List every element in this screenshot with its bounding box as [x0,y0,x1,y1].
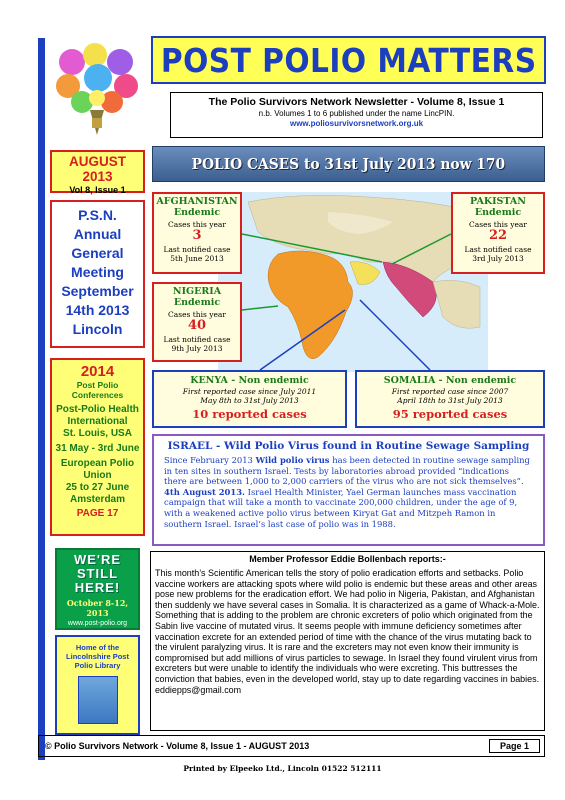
page-reference: PAGE 17 [76,508,119,519]
conference-box [50,358,145,536]
conference-heading: Post Polio Conferences [71,380,124,400]
conference2-dates: 25 to 27 June [65,482,130,493]
conference1-name: Post-Polio Health International [56,404,139,427]
kenya-first-case: First reported case since July 2011 [182,387,317,396]
agm-line: Meeting [71,264,124,280]
world-map [218,192,488,372]
library-box [55,635,140,735]
masthead-title: POST POLIO MATTERS [160,40,537,80]
eddie-report [150,551,545,731]
page-number: Page 1 [489,739,540,753]
kenya-title: KENYA - Non endemic [190,375,309,386]
last-case-label: Last notified case [464,245,532,254]
cases-count: 40 [187,318,207,333]
last-case-label: Last notified case [163,245,231,254]
still-here-line3: HERE! [74,580,121,595]
country-status: Endemic [474,207,522,218]
issue-year: 2013 [82,169,113,184]
somalia-first-case: First reported case since 2007 [391,387,509,396]
note-line: n.b. Volumes 1 to 6 published under the name LincPIN. [258,109,455,118]
newsletter-line: The Polio Survivors Network Newsletter - Volume 8, Issue 1 [208,96,505,108]
book-cover-image [78,676,118,724]
kenya-count: 10 reported cases [192,407,307,421]
country-name: AFGHANISTAN [156,196,238,207]
agm-line: P.S.N. [78,207,117,223]
somalia-title: SOMALIA - Non endemic [383,375,517,386]
eddie-title: Member Professor Eddie Bollenbach reports:- [249,554,446,564]
issue-volume: Vol 8, Issue 1 [69,185,126,195]
israel-bold: Wild polio virus [255,455,330,465]
agm-line: 14th 2013 [65,302,130,318]
cases-label: Cases this year [469,220,527,229]
newsletter-info-box [170,92,543,138]
last-case-date: 9th July 2013 [171,344,223,353]
cases-count: 3 [192,228,202,243]
issue-date-box [50,150,145,193]
still-here-dates: October 8-12, 2013 [66,598,129,618]
conference1-place: St. Louis, USA [63,428,132,439]
somalia-range: April 18th to 31st July 2013 [397,396,503,405]
last-case-date: 3rd July 2013 [472,254,524,263]
cases-count: 22 [488,228,508,243]
nigeria-box [152,282,242,362]
printer-credit: Printed by Elpeeko Ltd., Lincoln 01522 512111 [183,764,382,773]
somalia-count: 95 reported cases [392,407,508,421]
country-name: NIGERIA [172,286,222,297]
agm-line: September [61,283,134,299]
issue-month: AUGUST [69,154,126,169]
library-text: Home of the Lincolnshire Post Polio Library [66,643,129,670]
agm-box [50,200,145,348]
country-status: Endemic [173,207,221,218]
masthead-title-box [151,36,546,84]
agm-line: Annual [73,226,122,242]
last-case-label: Last notified case [163,335,231,344]
polio-cases-banner [152,146,545,182]
footer-text: © Polio Survivors Network - Volume 8, Issue 1 - AUGUST 2013 [45,741,310,751]
footer [38,735,545,757]
country-status: Endemic [173,297,221,308]
conference2-name: European Polio Union [60,458,135,481]
kenya-box [152,370,347,428]
polio-cases-title: POLIO CASES to 31st July 2013 now 170 [191,155,506,173]
afghanistan-box [152,192,242,274]
country-name: PAKISTAN [470,196,526,207]
israel-text: Since February 2013 [164,455,256,465]
agm-line: Lincoln [72,321,123,337]
cases-label: Cases this year [168,220,226,229]
flower-bouquet-logo [50,40,145,138]
left-accent-bar [38,38,45,760]
somalia-box [355,370,545,428]
cases-label: Cases this year [168,310,226,319]
israel-title: ISRAEL - Wild Polio Virus found in Routine Sewage Sampling [167,440,530,452]
israel-bold: 4th August 2013. [164,486,245,497]
website-link[interactable]: www.poliosurvivorsnetwork.org.uk [289,119,424,128]
eddie-body: This month’s Scientific American tells the story of polio eradication efforts and setbacks. Polio vaccine workers are attacking spots where wild polio is endemic but these areas and other areas pose new problems for the eradication effort. We had polio in Nigeria, Pakistan, and Afghanistan then suddenly we have several cases in Somalia. It is characterized as a game of Whack-a-Mole. Something that is adding to the problem are chronic excreters of polio which originated from the Sabin live vaccine of mutated virus. It seems people with immune deficiency sometimes after vaccination excrete for an extended period of time with the chance of the virus mutating back to the virulent paralyzing virus. It is rare and the excreters may not even know their immunity is compromised but add millions of virus particles to sewage. In Israel they found virulent virus from excreters but were unable to identify the individuals who were excreting. This buttresses the conviction that babies, even in the developed world, stay up to date regarding vaccines in babies. eddiepps@gmail.com [155,568,540,695]
still-here-line1: WE'RE [73,552,122,567]
pakistan-box [451,192,545,274]
israel-text: Israel Health Minister, Yael German launches mass vaccination campaign that will take a month to vaccinate 200,000 children, under the age of 9, with a weakened active polio virus between Kiryat Gat and Mitzpeh Ramon in southern Israel. Israel’s last case of polio was in 1988. [164,486,518,529]
still-here-line2: STILL [76,566,119,581]
israel-article [152,434,545,546]
israel-text: has been detected in routine sewage sampling in ten sites in southern Israel. Tests by laboratories abroad provided “indications there are between 1,000 to 2,000 carriers of the virus who are not sick themselves”. [164,455,530,487]
still-here-url[interactable]: www.post-polio.org [67,620,128,627]
conference-year: 2014 [80,363,115,380]
conference2-place: Amsterdam [69,494,126,505]
still-here-ad[interactable] [55,548,140,630]
conference1-dates: 31 May - 3rd June [55,443,140,454]
agm-line: General [71,245,124,261]
kenya-range: May 8th to 31st July 2013 [200,396,299,405]
last-case-date: 5th June 2013 [170,254,224,263]
israel-body [164,455,533,529]
